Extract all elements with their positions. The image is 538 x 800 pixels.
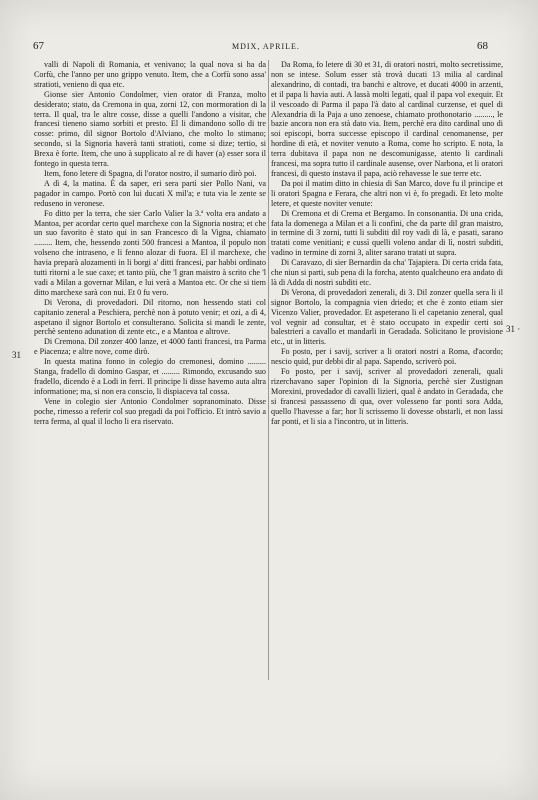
page-number-left: 67 <box>33 40 44 52</box>
page-header <box>0 40 538 54</box>
paragraph: valli di Napoli di Romania, et venivano; la qual nova si ha da Corfù, che l'anno per uno grippo venuto. Item, che a Corfù sono assa' stratioti, venieno di qua etc. <box>34 60 266 89</box>
margin-marker-right: 31 · <box>506 324 521 334</box>
left-column <box>34 60 266 427</box>
right-column <box>271 60 503 427</box>
paragraph: Di Verona, di provedadori. Dil ritorno, non hessendo stati col capitanio zeneral a Peschiera, perchè non à potuto venir; et ozi, a dì 4, aspetano il signor Bortolo et consulterano. Solicita si mandi le zente, perchè senteno adunation di zente etc., e a Mantoa e altrove. <box>34 297 266 337</box>
paragraph: Item, fono letere di Spagna, di l'orator nostro, il sumario dirò poi. <box>44 168 257 178</box>
paragraph: Fo posto, per i savij, scriver al provedadori zenerali, quali rizerchavano saper l'opinion di la Signoria, perchè sier Zustignan Morexini, provedador di cavalli lizieri, qual è andato in Geradada, che si francesi passasseno di qua, over volesseno far ponti sora Adda, quello l'havesse a far; hor li scrissemo li dovesse obstarli, et non lassi far ponti, et li sia a l'incontro, ut in litteris. <box>271 367 503 426</box>
column-divider <box>268 60 269 680</box>
paragraph: Vene in colegio sier Antonio Condolmer sopranominato. Disse poche, rimesso a referir col suo pregadi da poi l'officio. Et intrò savio a terra ferma, al qual il locho li era riservato. <box>34 396 266 426</box>
paragraph: Fo posto, per i savij, scriver a li oratori nostri a Roma, d'acordo; nescio quid, pur debbi dir al papa. Sapendo, scriverò poi. <box>271 347 503 367</box>
paragraph: In questa matina fonno in colegio do cremonesi, domino ......... Stanga, fradello di domino Gaspar, et ......... Rimondo, excusando suo fradello, dicendo è a Lodi in ferri. Il principe li disse havemo auta altra informatione; ma, si non era conscio, li dispiaceva tal cossa. <box>34 357 266 396</box>
paragraph: A dì 4, la matina. È da saper, eri sera partì sier Pollo Nani, va pagador in campo. Portò con lui ducati X mil'a; e tuta via le zente se reduseno in veronese. <box>34 178 266 208</box>
paragraph: Fo ditto per la terra, che sier Carlo Valier la 3.ª volta era andato a Mantoa, per acordar certo quel marchexe con la Signoria nostra; et che un suo favorito è stato qui in san Francesco di la Vigna, chiamato ......... Item, che, hessendo zonti 500 francesi a Mantoa, il populo non volseno che intraseno, e li fenno alozar di fuora. El il marchexe, che havia preparà alozamenti in li borgi a' ditti francesi, par habbi ordinato tutti ritorni a le sue caxe; et tanto più, che 'l gran maistro à scrito che 'l vadi a Milan a governar Milan, e lui verà a Mantoa etc. Or che si tiem ditto marchexe sarà con nui. Et 0 fu vero. <box>34 208 266 297</box>
margin-marker-left: 31 <box>12 350 21 360</box>
page-number-right: 68 <box>477 40 488 52</box>
paragraph: Di Caravazo, di sier Bernardin da cha' Tajapiera. Di certa crida fata, che niun si parti, sub pena di la forcha, atento qualcheuno era andato di là di Adda di nostri subditi etc. <box>271 258 503 287</box>
paragraph: Da Roma, fo letere di 30 et 31, di oratori nostri, molto secretissime, non se intese. Solum esser stà trovà ducati 13 milia al cardinal alexandrino, di contadi, tra banchi e altrove, et ducati 4000 in arzenti, et il papa li havia auti. A lassà molti legati, qual il papa vol exequir. Et il vescoado di Parma il papa l'à dato al cardinal curzense, et quel di Alexandria di la Paja a uno zenoese, chiamato prothonotario ........., le bazie ancora non era stà dato via. Item, perchè era dito cardinal uno di soi episcopi, borra successe episcopo il cardinal cenomanense, per hordine di età, et noviter venuto a Roma, come ho scripto. E nota, la terra dubitava il papa non ne descomunigasse, atento li cardinali francesi, ma sopra tutto il cardinale ausense, over Narbona, et li oratori francesi, di questo instava il papa, aciò rehavesse le sue terre etc. <box>271 60 503 178</box>
paragraph: Di Cremona. Dil zonzer 400 lanze, et 4000 fanti francesi, tra Parma e Piacenza; e altre nove, come dirò. <box>34 337 266 357</box>
paragraph: Da poi il matim ditto in chiesia di San Marco, dove fu il principe et li oratori Spagna e Ferara, che altri non vi è, fo pregadi. Et leto molte letere, et queste noviter venute: <box>271 178 503 208</box>
running-title: MDIX, APRILE. <box>232 42 300 51</box>
paragraph: Di Verona, di provedadori zenerali, di 3. Dil zonzer quella sera li il signor Bortolo, la compagnia vien driedo; et che è zonto etiam sier Vicenzo Valier, provedador. Et aspeterano li el capetanio zeneral, qual vol vegnir ad consultar, et è stato occupato in expedir certi soi balestrieri a cavallo et mandarli in Geradada. Solicitano le provisione etc., ut in litteris. <box>271 287 503 347</box>
paragraph: Di Cremona et di Crema et Bergamo. In consonantia. Di una crida, fata la domenega a Milan et a li confini, che da parte dil gran maistro, in termine di 3 zorni, tutti li subditi dil roy vadi di là, e pasati, sarano tratati come venitiani; e cussì quelli voleno andar di lì, nostri subditi, vadino in termine di zorni 3, aliter sarano tratati ut supra. <box>271 208 503 258</box>
paragraph: Gionse sier Antonio Condolmer, vien orator di Franza, molto desiderato; stato, da Cremona in qua, zorni 12, con mormoration di la terra. Il qual, tra le altre cosse, disse a quelli l'andono a visitar, che francesi tieneno siamo sorbiti et presto. El li dimandono sollo di tre cosse: primo, dil signor Bortolo d'Alviano, che molto lo stimano; secondo, si la Signoria haverà tanti stratioti, come si dize; tertio, si Brexa è forte. Item, che uno à supplicato al re di haver (a) esser sora il fontego in questa terra. <box>34 89 266 169</box>
